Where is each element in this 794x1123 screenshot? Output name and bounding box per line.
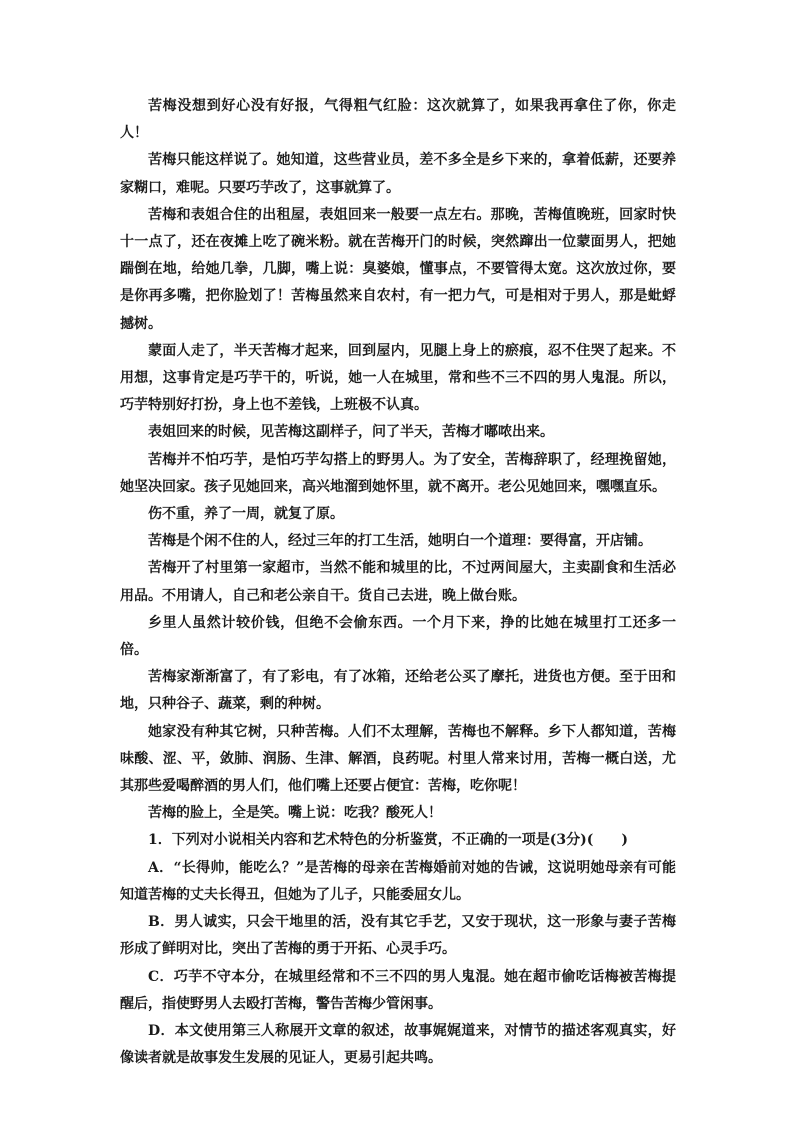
question-option-c: C．巧芋不守本分，在城里经常和不三不四的男人鬼混。她在超市偷吃话梅被苦梅提醒后，指使野男人去殴打苦梅，警告苦梅少管闲事。: [120, 968, 676, 1012]
story-paragraph: 苦梅和表姐合住的出租屋，表姐回来一般要一点左右。那晚，苦梅值晚班，回家时快十一点了，还在夜摊上吃了碗米粉。就在苦梅开门的时候，突然蹿出一位蒙面男人，把她踹倒在地，给她几拳，几脚，嘴上说：臭婆娘，懂事点，不要管得太宽。这次放过你，要是你再多嘴，把你脸划了！苦梅虽然来自农村，有一把力气，可是相对于男人，那是蚍蜉撼树。: [120, 206, 676, 332]
story-paragraph: 她家没有种其它树，只种苦梅。人们不太理解，苦梅也不解释。乡下人都知道，苦梅味酸、涩、平，敛肺、润肠、生津、解酒，良药呢。村里人常来讨用，苦梅一概白送，尤其那些爱喝醉酒的男人们，他们嘴上还要占便宜：苦梅，吃你呢！: [120, 723, 676, 795]
story-paragraph: 苦梅没想到好心没有好报，气得粗气红脸：这次就算了，如果我再拿住了你，你走人！: [120, 98, 676, 142]
story-paragraph: 表姐回来的时候，见苦梅这副样子，问了半天，苦梅才嘟哝出来。: [148, 424, 554, 441]
story-paragraph: 苦梅的脸上，全是笑。嘴上说：吃我？酸死人！: [148, 805, 442, 822]
story-paragraph: 苦梅开了村里第一家超市，当然不能和城里的比，不过两间屋大，主卖副食和生活必用品。不用请人，自己和老公亲自干。货自己去进，晚上做台账。: [120, 560, 676, 604]
question-option-b: B．男人诚实，只会干地里的活，没有其它手艺，又安于现状，这一形象与妻子苦梅形成了鲜明对比，突出了苦梅的勇于开拓、心灵手巧。: [120, 914, 676, 958]
story-paragraph: 苦梅家渐渐富了，有了彩电，有了冰箱，还给老公买了摩托，进货也方便。至于田和地，只种谷子、蔬菜，剩的种树。: [120, 669, 676, 713]
story-paragraph: 乡里人虽然计较价钱，但绝不会偷东西。一个月下来，挣的比她在城里打工还多一倍。: [120, 614, 676, 659]
document-body: [120, 93, 676, 1072]
question-option-d: D．本文使用第三人称展开文章的叙述，故事娓娓道来，对情节的描述客观真实，好像读者就是故事发生发展的见证人，更易引起共鸣。: [120, 1022, 676, 1067]
story-paragraph: 蒙面人走了，半天苦梅才起来，回到屋内，见腿上身上的瘀痕，忍不住哭了起来。不用想，这事肯定是巧芋干的，听说，她一人在城里，常和些不三不四的男人鬼混。所以，巧芋特别好打扮，身上也不差钱，上班极不认真。: [120, 342, 676, 414]
story-paragraph: 伤不重，养了一周，就复了原。: [148, 506, 344, 523]
story-paragraph: 苦梅并不怕巧芋，是怕巧芋勾搭上的野男人。为了安全，苦梅辞职了，经理挽留她，她坚决回家。孩子见她回来，高兴地溜到她怀里，就不离开。老公见她回来，嘿嘿直乐。: [120, 451, 676, 495]
question-option-a: A．“长得帅，能吃么？”是苦梅的母亲在苦梅婚前对她的告诫，这说明她母亲有可能知道苦梅的丈夫长得丑，但她为了儿子，只能委屈女儿。: [120, 859, 676, 903]
story-paragraph: 苦梅只能这样说了。她知道，这些营业员，差不多全是乡下来的，拿着低薪，还要养家糊口，难呢。只要巧芋改了，这事就算了。: [120, 152, 676, 196]
question-stem: 1．下列对小说相关内容和艺术特色的分析鉴赏，不正确的一项是(3分)( ): [148, 832, 628, 849]
story-paragraph: 苦梅是个闲不住的人，经过三年的打工生活，她明白一个道理：要得富，开店铺。: [148, 533, 652, 550]
